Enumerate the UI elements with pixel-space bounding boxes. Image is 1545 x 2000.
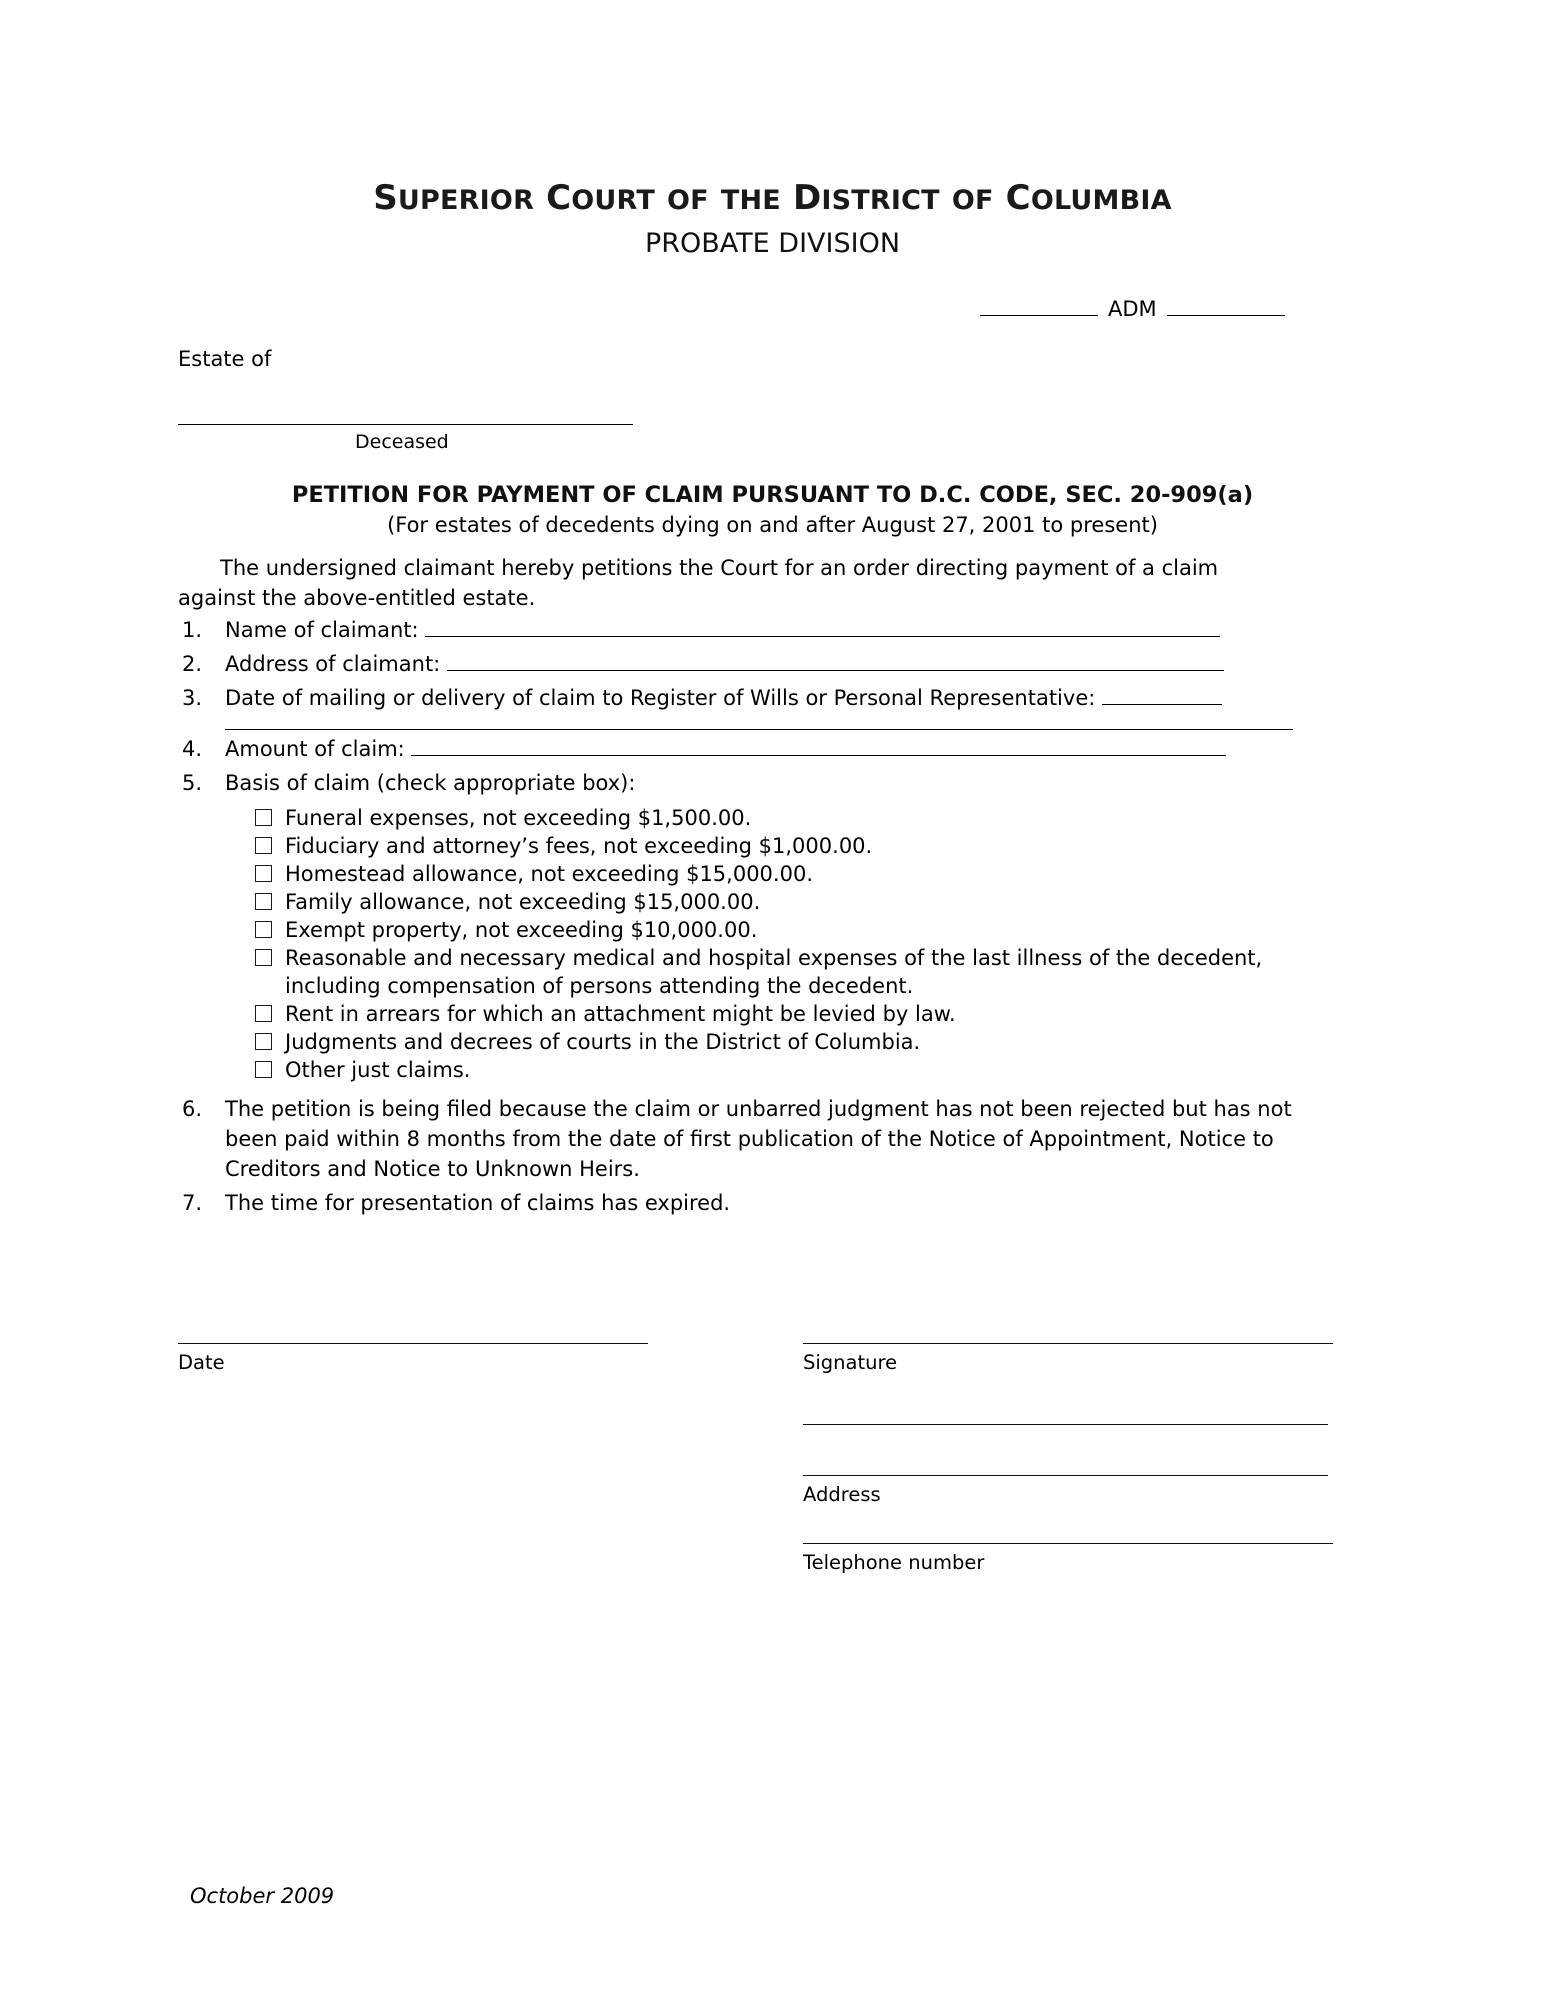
amount-of-claim-field[interactable] [411, 740, 1226, 756]
item-6-filing-reason [178, 1094, 1293, 1184]
basis-of-claim-checkbox-list [225, 804, 1293, 1084]
telephone-number-label: Telephone number [803, 1551, 985, 1574]
case-number-prefix-field[interactable] [980, 301, 1098, 316]
item-1-label: Name of claimant: [225, 618, 419, 642]
petition-intro-paragraph: The undersigned claimant hereby petitions the Court for an order directing payment of a claim against the above-entitled estate. [178, 556, 1219, 610]
checkbox-row-funeral-expenses[interactable] [255, 804, 1293, 832]
item-3-date-of-mailing [178, 683, 1293, 730]
checkbox-row-family-allowance[interactable] [255, 888, 1293, 916]
item-4-number: 4. [182, 737, 203, 761]
date-of-mailing-field[interactable] [1102, 689, 1222, 705]
signature-label: Signature [803, 1351, 898, 1374]
signature-field[interactable] [803, 1343, 1333, 1344]
telephone-number-field[interactable] [803, 1543, 1333, 1544]
date-of-mailing-field-continued[interactable] [225, 713, 1293, 730]
item-5-label: Basis of claim (check appropriate box): [225, 771, 636, 795]
item-1-name-of-claimant [178, 615, 1293, 645]
petition-subtitle: (For estates of decedents dying on and after August 27, 2001 to present) [387, 513, 1158, 537]
item-7-label: The time for presentation of claims has expired. [225, 1191, 731, 1215]
checkbox-icon[interactable] [255, 809, 272, 826]
checkbox-icon[interactable] [255, 921, 272, 938]
checkbox-icon[interactable] [255, 1033, 272, 1050]
checkbox-row-exempt-property[interactable] [255, 916, 1293, 944]
item-4-label: Amount of claim: [225, 737, 405, 761]
checkbox-icon[interactable] [255, 865, 272, 882]
item-2-address-of-claimant [178, 649, 1293, 679]
address-label: Address [803, 1483, 881, 1506]
checkbox-label: Exempt property, not exceeding $10,000.00. [285, 918, 758, 942]
checkbox-icon[interactable] [255, 1061, 272, 1078]
checkbox-icon[interactable] [255, 949, 272, 966]
date-field[interactable] [178, 1343, 648, 1344]
court-title: SUPERIOR COURT OF THE DISTRICT OF COLUMBIA [373, 178, 1172, 218]
petition-items-list [178, 615, 1293, 1222]
item-6-number: 6. [182, 1097, 203, 1121]
item-2-label: Address of claimant: [225, 652, 441, 676]
checkbox-label: Rent in arrears for which an attachment might be levied by law. [285, 1002, 956, 1026]
checkbox-label: Other just claims. [285, 1058, 471, 1082]
estate-of-label: Estate of [178, 347, 272, 371]
checkbox-label: Judgments and decrees of courts in the District of Columbia. [285, 1030, 921, 1054]
item-7-number: 7. [182, 1191, 203, 1215]
checkbox-row-homestead-allowance[interactable] [255, 860, 1293, 888]
deceased-label: Deceased [355, 431, 449, 453]
checkbox-label: Funeral expenses, not exceeding $1,500.00. [285, 806, 752, 830]
date-label: Date [178, 1351, 225, 1374]
decedent-name-field[interactable] [178, 424, 633, 425]
address-of-claimant-field[interactable] [447, 655, 1224, 671]
case-number-suffix-field[interactable] [1167, 301, 1285, 316]
adm-label: ADM [1108, 297, 1157, 321]
petition-title: PETITION FOR PAYMENT OF CLAIM PURSUANT TO D.C. CODE, SEC. 20-909(a) [291, 482, 1254, 508]
item-7-time-expired [178, 1188, 1293, 1218]
checkbox-row-other-just-claims[interactable] [255, 1056, 1293, 1084]
checkbox-icon[interactable] [255, 837, 272, 854]
form-revision-date: October 2009 [190, 1884, 335, 1908]
item-4-amount-of-claim [178, 734, 1293, 764]
checkbox-label: Family allowance, not exceeding $15,000.00. [285, 890, 761, 914]
item-6-label: The petition is being filed because the claim or unbarred judgment has not been rejected but has not been paid within 8 months from the date of first publication of the Notice of Appointment, Notice to Creditors and Notice to Unknown Heirs. [225, 1097, 1292, 1181]
case-number-row [980, 297, 1285, 321]
item-3-number: 3. [182, 686, 203, 710]
address-field-line-2[interactable] [803, 1475, 1328, 1476]
item-2-number: 2. [182, 652, 203, 676]
checkbox-icon[interactable] [255, 893, 272, 910]
checkbox-row-judgments-decrees[interactable] [255, 1028, 1293, 1056]
checkbox-row-fiduciary-attorney-fees[interactable] [255, 832, 1293, 860]
checkbox-label: Fiduciary and attorney’s fees, not exceeding $1,000.00. [285, 834, 873, 858]
checkbox-row-rent-in-arrears[interactable] [255, 1000, 1293, 1028]
item-5-number: 5. [182, 771, 203, 795]
address-field-line-1[interactable] [803, 1424, 1328, 1425]
checkbox-label: Homestead allowance, not exceeding $15,000.00. [285, 862, 813, 886]
checkbox-row-medical-hospital-expenses[interactable] [255, 944, 1293, 1000]
item-3-label: Date of mailing or delivery of claim to Register of Wills or Personal Representative: [225, 686, 1096, 710]
checkbox-label: Reasonable and necessary medical and hospital expenses of the last illness of the decedent, including compensation of persons attending the decedent. [285, 946, 1263, 998]
item-1-number: 1. [182, 618, 203, 642]
item-5-basis-of-claim [178, 768, 1293, 1084]
name-of-claimant-field[interactable] [425, 621, 1220, 637]
division-title: PROBATE DIVISION [644, 228, 901, 259]
checkbox-icon[interactable] [255, 1005, 272, 1022]
